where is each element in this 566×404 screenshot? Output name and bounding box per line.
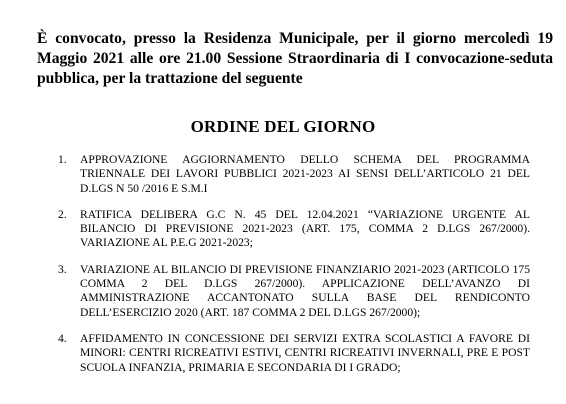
agenda-item-text: AFFIDAMENTO IN CONCESSIONE DEI SERVIZI EXTRA SCOLASTICI A FAVORE DI MINORI: CENTRI RICREATIVI ESTIVI, CENTRI RICREATIVI INVERNALI, PRE E POST SCUOLA INFANZIA, PRIMARIA E SECONDARIA DI I GRADO; [80, 331, 530, 374]
agenda-item-text: RATIFICA DELIBERA G.C N. 45 DEL 12.04.2021 “VARIAZIONE URGENTE AL BILANCIO DI PREVISIONE 2021-2023 (ART. 175, COMMA 2 D.LGS 267/2000). VARIAZIONE AL P.E.G 2021-2023; [80, 207, 530, 250]
agenda-title: ORDINE DEL GIORNO [190, 117, 376, 136]
agenda-item [58, 153, 530, 196]
agenda-item-number: 2. [58, 207, 67, 221]
agenda-item-number: 4. [58, 331, 67, 345]
agenda-item [58, 263, 530, 320]
agenda-item-number: 1. [58, 153, 67, 166]
agenda-item-number: 3. [58, 262, 67, 276]
agenda-item-text: VARIAZIONE AL BILANCIO DI PREVISIONE FINANZIARIO 2021-2023 (ARTICOLO 175 COMMA 2 DEL D.LGS 267/2000). APPLICAZIONE DELL’AVANZO DI AMMINISTRAZIONE ACCANTONATO SULLA BASE DEL RENDICONTO DELL’ESERCIZIO 2020 (ART. 187 COMMA 2 DEL D.LGS 267/2000); [80, 262, 530, 319]
convocation-paragraph: È convocato, presso la Residenza Municipale, per il giorno mercoledì 19 Maggio 2021 alle ore 21.00 Sessione Straordinaria di I convocazione-seduta pubblica, per la trattazione del seguente [37, 29, 553, 87]
agenda-list [58, 153, 530, 387]
agenda-item-text: APPROVAZIONE AGGIORNAMENTO DELLO SCHEMA DEL PROGRAMMA TRIENNALE DEI LAVORI PUBBLICI 2021-2023 AI SENSI DELL’ARTICOLO 21 DEL D.LGS N 50 /2016 E S.M.I [80, 153, 530, 195]
agenda-item [58, 208, 530, 251]
agenda-item [58, 332, 530, 375]
